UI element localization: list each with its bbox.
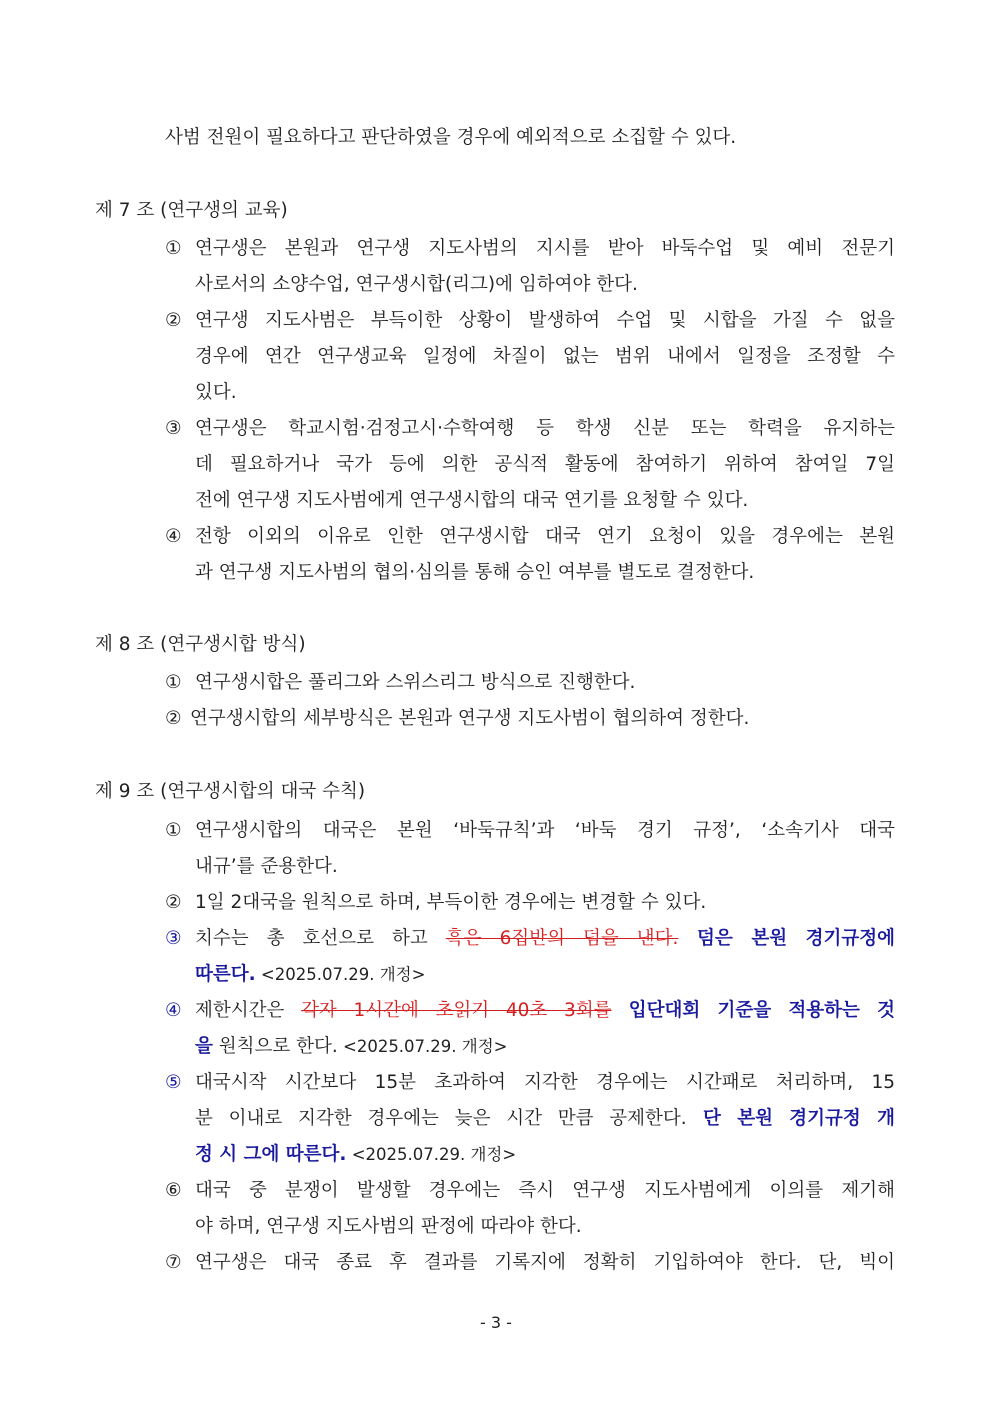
- art7-item1-line2: 사로서의 소양수업, 연구생시합(리그)에 임하여야 한다.: [195, 274, 638, 295]
- art7-item3-line2: 데 필요하거나 국가 등에 의한 공식적 활동에 참여하기 위하여 참여일 7일: [195, 454, 895, 475]
- art7-item2-line2: 경우에 연간 연구생교육 일정에 차질이 없는 범위 내에서 일정을 조정할 수: [195, 346, 895, 367]
- art9-item3-text: 치수는 총 호선으로 하고: [195, 928, 446, 949]
- art7-item1-line1: 연구생은 본원과 연구생 지도사범의 지시를 받아 바둑수업 및 예비 전문기: [195, 238, 895, 259]
- art9-item3-added-text: 덤은 본원 경기규정에: [678, 928, 896, 949]
- art9-item1-number: ①: [165, 820, 182, 841]
- art9-item5-added-text-2: 정 시 그에 따른다.: [195, 1144, 347, 1165]
- art8-item1-text: 연구생시합은 풀리그와 스위스리그 방식으로 진행한다.: [195, 672, 636, 693]
- art9-item5-line2: [195, 1106, 895, 1132]
- art9-item4-line1: [195, 998, 895, 1024]
- art7-item3-line1: 연구생은 학교시험·검정고시·수학여행 등 학생 신분 또는 학력을 유지하는: [195, 418, 895, 439]
- art9-item1-line1: 연구생시합의 대국은 본원 ‘바둑규칙’과 ‘바둑 경기 규정’, ‘소속기사 대국: [195, 820, 895, 841]
- art9-item7-number: ⑦: [165, 1252, 182, 1273]
- art7-item4-line2: 과 연구생 지도사범의 협의·심의를 통해 승인 여부를 별도로 결정한다.: [195, 562, 755, 583]
- art9-item3-amendment-note: <2025.07.29. 개정>: [255, 965, 426, 984]
- art7-item1-number: ①: [165, 238, 182, 259]
- art9-item4-amendment-note: <2025.07.29. 개정>: [337, 1037, 508, 1056]
- art9-item4-number: ④: [165, 1000, 182, 1021]
- art9-item2-text: 1일 2대국을 원칙으로 하며, 부득이한 경우에는 변경할 수 있다.: [195, 892, 707, 913]
- art7-item2-line3: 있다.: [195, 382, 237, 403]
- art9-item6-number: ⑥: [165, 1180, 182, 1201]
- art9-item3-added-text-2: 따른다.: [195, 964, 256, 985]
- art9-item7-line1: 연구생은 대국 종료 후 결과를 기록지에 정확히 기입하여야 한다. 단, 빅이: [195, 1252, 895, 1273]
- art9-item3-line1: [195, 926, 895, 952]
- art8-item1-number: ①: [165, 672, 182, 693]
- art9-item3-line2: [195, 962, 425, 988]
- art9-item4-text: 제한시간은: [195, 1000, 302, 1021]
- art8-item2-text: 연구생시합의 세부방식은 본원과 연구생 지도사범이 협의하여 정한다.: [190, 708, 750, 729]
- article-9-heading: 제 9 조 (연구생시합의 대국 수칙): [95, 781, 366, 802]
- art9-item5-line1: 대국시작 시간보다 15분 초과하여 지각한 경우에는 시간패로 처리하며, 15: [195, 1072, 895, 1093]
- continued-text: 사범 전원이 필요하다고 판단하였을 경우에 예외적으로 소집할 수 있다.: [165, 127, 737, 148]
- art9-item5-added-text: 단 본원 경기규정 개: [686, 1108, 895, 1129]
- art9-item5-amendment-note: <2025.07.29. 개정>: [346, 1145, 517, 1164]
- art9-item4-line2: [195, 1034, 508, 1060]
- art9-item5-line3: [195, 1142, 516, 1168]
- art9-item3-number: ③: [165, 928, 182, 949]
- art9-item5-text: 분 이내로 지각한 경우에는 늦은 시간 만큼 공제한다.: [195, 1108, 687, 1129]
- art7-item3-line3: 전에 연구생 지도사범에게 연구생시합의 대국 연기를 요청할 수 있다.: [195, 490, 749, 511]
- art9-item6-line2: 야 하며, 연구생 지도사범의 판정에 따라야 한다.: [195, 1216, 582, 1237]
- art8-item2-number: ②: [165, 708, 182, 729]
- art9-item3-deleted-text: 흑은 6집반의 덤을 낸다.: [445, 928, 679, 949]
- art9-item4-text-2: 원칙으로 한다.: [212, 1036, 338, 1057]
- art9-item2-number: ②: [165, 892, 182, 913]
- art7-item4-line1: 전항 이외의 이유로 인한 연구생시합 대국 연기 요청이 있을 경우에는 본원: [195, 526, 895, 547]
- art9-item4-added-text: 입단대회 기준을 적용하는 것: [611, 1000, 895, 1021]
- art9-item5-number: ⑤: [165, 1072, 182, 1093]
- art7-item3-number: ③: [165, 418, 182, 439]
- page-number: - 3 -: [480, 1313, 512, 1332]
- art9-item6-line1: 대국 중 분쟁이 발생할 경우에는 즉시 연구생 지도사범에게 이의를 제기해: [195, 1180, 895, 1201]
- article-7-heading: 제 7 조 (연구생의 교육): [95, 200, 288, 221]
- art7-item4-number: ④: [165, 526, 182, 547]
- art7-item2-number: ②: [165, 310, 182, 331]
- art9-item1-line2: 내규’를 준용한다.: [195, 856, 338, 877]
- art9-item4-deleted-text: 각자 1시간에 초읽기 40초 3회를: [301, 1000, 612, 1021]
- article-8-heading: 제 8 조 (연구생시합 방식): [95, 634, 306, 655]
- art7-item2-line1: 연구생 지도사범은 부득이한 상황이 발생하여 수업 및 시합을 가질 수 없을: [195, 310, 895, 331]
- art9-item4-added-text-2: 을: [195, 1036, 213, 1057]
